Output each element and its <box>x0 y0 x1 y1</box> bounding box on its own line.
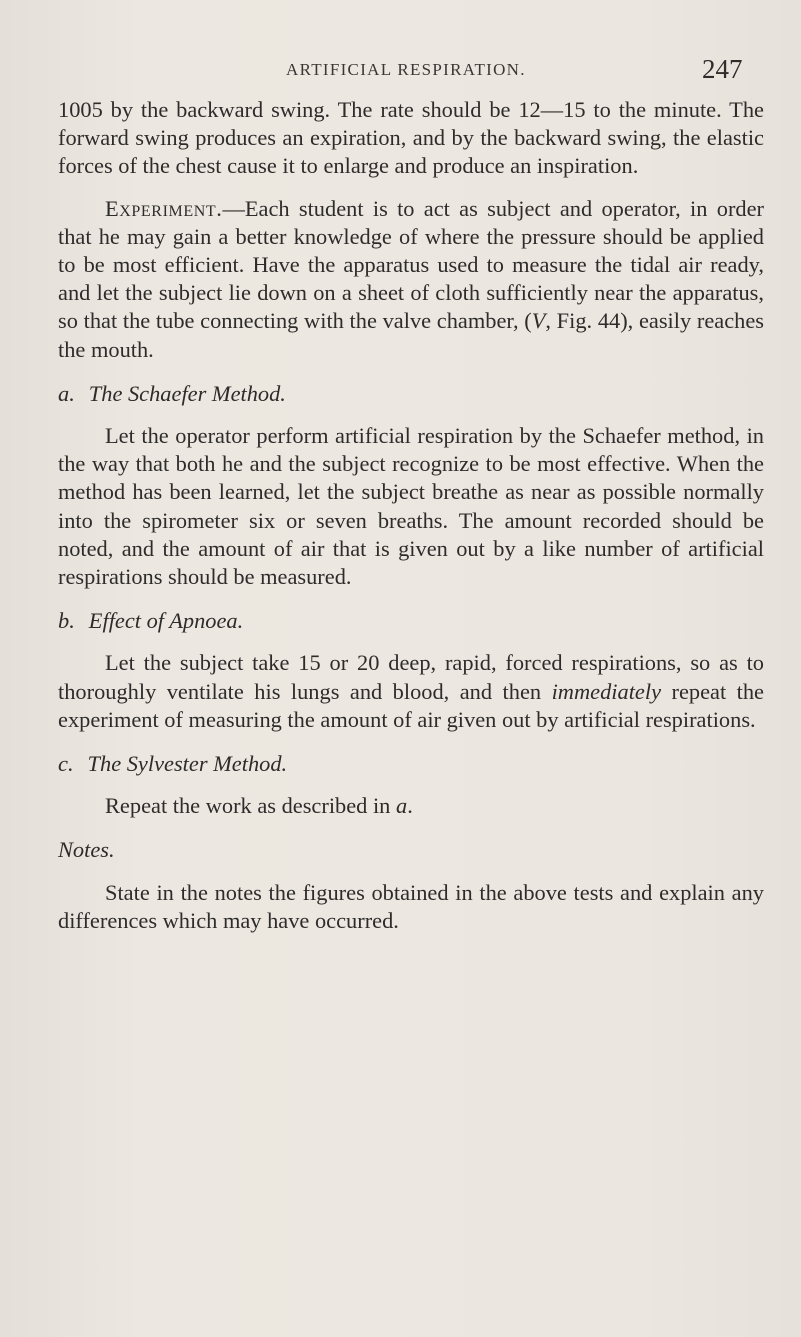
section-title: The Sylvester Method. <box>87 751 288 777</box>
valve-reference-letter: V <box>531 308 546 334</box>
page-header <box>0 54 801 94</box>
section-heading-a <box>58 380 764 408</box>
paragraph-experiment <box>58 195 764 364</box>
paragraph-section-b <box>58 649 764 734</box>
notes-title: Notes. <box>58 837 115 863</box>
paragraph-text: , Fig. 44), easily reaches the mouth. <box>58 308 764 362</box>
paragraph-notes <box>58 879 764 935</box>
page-body <box>58 96 764 935</box>
section-title: Effect of Apnoea. <box>88 608 244 634</box>
section-reference: a <box>395 793 408 819</box>
paragraph-text: repeat the experiment of measuring the amount of air given out by artificial respirations. <box>58 678 764 732</box>
page-number: 247 <box>702 54 743 84</box>
experiment-label: Experiment. <box>105 195 223 221</box>
paragraph-text: Repeat the work as described in <box>105 793 396 819</box>
running-head: ARTIFICIAL RESPIRATION. <box>286 60 526 79</box>
emphasized-word: immediately <box>551 678 662 704</box>
paragraph-text: —Each student is to act as subject and operator, in order that he may gain a better knowledge of where the pressure should be applied to be most efficient. Have the apparatus used to measure the tidal air ready, and let the subject lie down on a sheet of cloth sufficiently near the apparatus, so that the tube connecting with the valve chamber, ( <box>58 195 764 334</box>
section-letter: a. <box>58 380 75 406</box>
section-heading-b <box>58 607 764 635</box>
section-title: The Schaefer Method. <box>88 380 286 406</box>
section-heading-c <box>58 750 764 778</box>
paragraph-section-c <box>58 792 764 820</box>
paragraph-continuation <box>58 96 764 181</box>
paragraph-text: Let the subject take 15 or 20 deep, rapid, forced respirations, so as to thoroughly ventilate his lungs and blood, and then <box>58 650 764 704</box>
section-letter: c. <box>58 751 74 777</box>
paragraph-text: Let the operator perform artificial respiration by the Schaefer method, in the way that both he and the subject recognize to be most effective. When the method has been learned, let the subject breathe as near as possible normally into the spirometer six or seven breaths. The amount recorded should be noted, and the amount of air that is given out by a like number of artificial respirations should be measured. <box>58 423 764 590</box>
paragraph-section-a <box>58 422 764 591</box>
paragraph-text: State in the notes the figures obtained in the above tests and explain any differences which may have occurred. <box>58 879 764 933</box>
paragraph-text: 1005 by the backward swing. The rate should be 12—15 to the minute. The forward swing produces an expiration, and by the backward swing, the elastic forces of the chest cause it to enlarge and produce an inspiration. <box>58 97 764 179</box>
section-letter: b. <box>58 608 75 634</box>
paragraph-text: . <box>407 793 413 819</box>
notes-heading <box>58 836 764 864</box>
